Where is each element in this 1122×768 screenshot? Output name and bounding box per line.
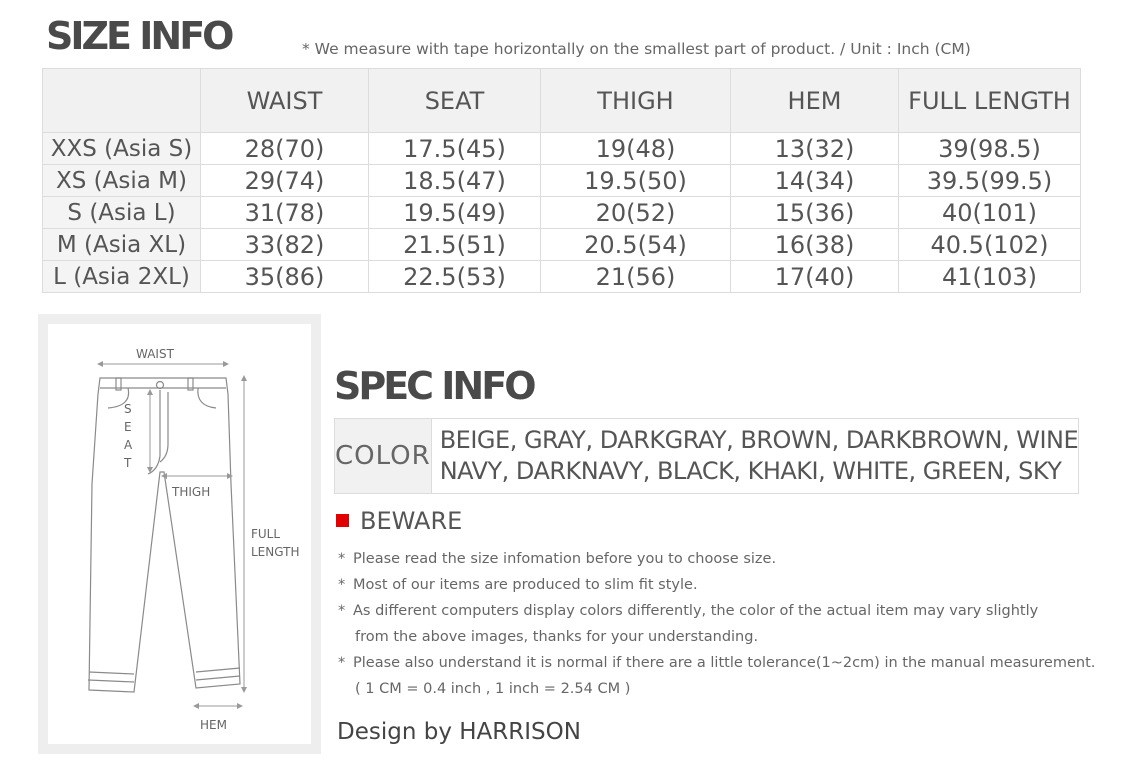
diagram-label-seat-t: T <box>124 456 132 470</box>
table-cell: 18.5(47) <box>369 165 541 197</box>
asterisk-icon: * <box>338 603 346 619</box>
table-cell: 35(86) <box>201 261 369 293</box>
note-text: Most of our items are produced to slim fit style. <box>353 577 698 593</box>
size-label: XXS (Asia S) <box>43 133 201 165</box>
table-cell: 40.5(102) <box>899 229 1081 261</box>
measurement-note: * We measure with tape horizontally on the smallest part of product. / Unit : Inch (CM) <box>302 40 971 58</box>
size-table-header <box>43 69 1081 133</box>
column-header-hem: HEM <box>731 69 899 133</box>
table-cell: 13(32) <box>731 133 899 165</box>
note-text: Please also understand it is normal if there are a little tolerance(1~2cm) in the manual measurement. <box>353 655 1096 671</box>
size-label: S (Asia L) <box>43 197 201 229</box>
diagram-label-hem: HEM <box>200 718 227 732</box>
list-item <box>338 598 1108 624</box>
corner-cell <box>43 69 201 133</box>
spec-table <box>334 418 1079 494</box>
table-cell: 14(34) <box>731 165 899 197</box>
table-cell: 20.5(54) <box>541 229 731 261</box>
list-item <box>338 650 1108 676</box>
table-cell: 16(38) <box>731 229 899 261</box>
table-row <box>43 197 1081 229</box>
measurement-diagram-frame <box>48 324 311 744</box>
table-cell: 17(40) <box>731 261 899 293</box>
color-row <box>335 419 1079 494</box>
list-item <box>338 546 1108 572</box>
table-cell: 19(48) <box>541 133 731 165</box>
table-cell: 31(78) <box>201 197 369 229</box>
size-info-title: SIZE INFO <box>46 14 232 58</box>
table-row <box>43 261 1081 293</box>
beware-title: BEWARE <box>360 507 463 535</box>
table-cell: 39(98.5) <box>899 133 1081 165</box>
table-cell: 28(70) <box>201 133 369 165</box>
table-cell: 19.5(49) <box>369 197 541 229</box>
diagram-label-length: LENGTH <box>251 545 300 559</box>
table-row <box>43 165 1081 197</box>
diagram-label-waist: WAIST <box>136 347 174 361</box>
pants-outline-icon <box>88 378 240 692</box>
table-cell: 19.5(50) <box>541 165 731 197</box>
table-cell: 15(36) <box>731 197 899 229</box>
table-row <box>43 229 1081 261</box>
beware-notes <box>338 546 1108 702</box>
measurement-diagram-panel <box>38 314 321 754</box>
table-cell: 33(82) <box>201 229 369 261</box>
color-label: COLOR <box>335 419 432 494</box>
asterisk-icon: * <box>338 551 346 567</box>
red-square-icon <box>336 514 349 527</box>
table-cell: 20(52) <box>541 197 731 229</box>
asterisk-icon: * <box>338 655 346 671</box>
list-item-continuation: ( 1 CM = 0.4 inch , 1 inch = 2.54 CM ) <box>355 681 631 697</box>
table-cell: 22.5(53) <box>369 261 541 293</box>
size-label: L (Asia 2XL) <box>43 261 201 293</box>
diagram-label-seat-a: A <box>124 438 133 452</box>
column-header-thigh: THIGH <box>541 69 731 133</box>
list-item <box>338 572 1108 598</box>
color-line: NAVY, DARKNAVY, BLACK, KHAKI, WHITE, GREEN, SKY <box>439 457 1062 485</box>
table-cell: 21(56) <box>541 261 731 293</box>
design-credit: Design by HARRISON <box>337 719 581 745</box>
note-text: As different computers display colors differently, the color of the actual item may vary slightly <box>353 603 1039 619</box>
spec-info-title: SPEC INFO <box>334 364 534 408</box>
column-header-seat: SEAT <box>369 69 541 133</box>
table-cell: 40(101) <box>899 197 1081 229</box>
list-item-continuation: from the above images, thanks for your understanding. <box>355 629 759 645</box>
asterisk-icon: * <box>338 577 346 593</box>
table-row <box>43 133 1081 165</box>
table-cell: 21.5(51) <box>369 229 541 261</box>
diagram-label-seat-s: S <box>124 402 132 416</box>
table-cell: 41(103) <box>899 261 1081 293</box>
column-header-waist: WAIST <box>201 69 369 133</box>
pants-measurement-diagram <box>48 324 311 744</box>
diagram-label-full: FULL <box>251 527 281 541</box>
column-header-full-length: FULL LENGTH <box>899 69 1081 133</box>
table-cell: 17.5(45) <box>369 133 541 165</box>
diagram-label-thigh: THIGH <box>172 485 211 499</box>
color-line: BEIGE, GRAY, DARKGRAY, BROWN, DARKBROWN, WINE <box>439 426 1079 454</box>
table-cell: 39.5(99.5) <box>899 165 1081 197</box>
size-table <box>42 68 1081 293</box>
size-label: XS (Asia M) <box>43 165 201 197</box>
diagram-label-seat-e: E <box>124 420 132 434</box>
note-text: Please read the size infomation before you to choose size. <box>353 551 777 567</box>
size-label: M (Asia XL) <box>43 229 201 261</box>
color-values <box>431 419 1078 494</box>
table-cell: 29(74) <box>201 165 369 197</box>
